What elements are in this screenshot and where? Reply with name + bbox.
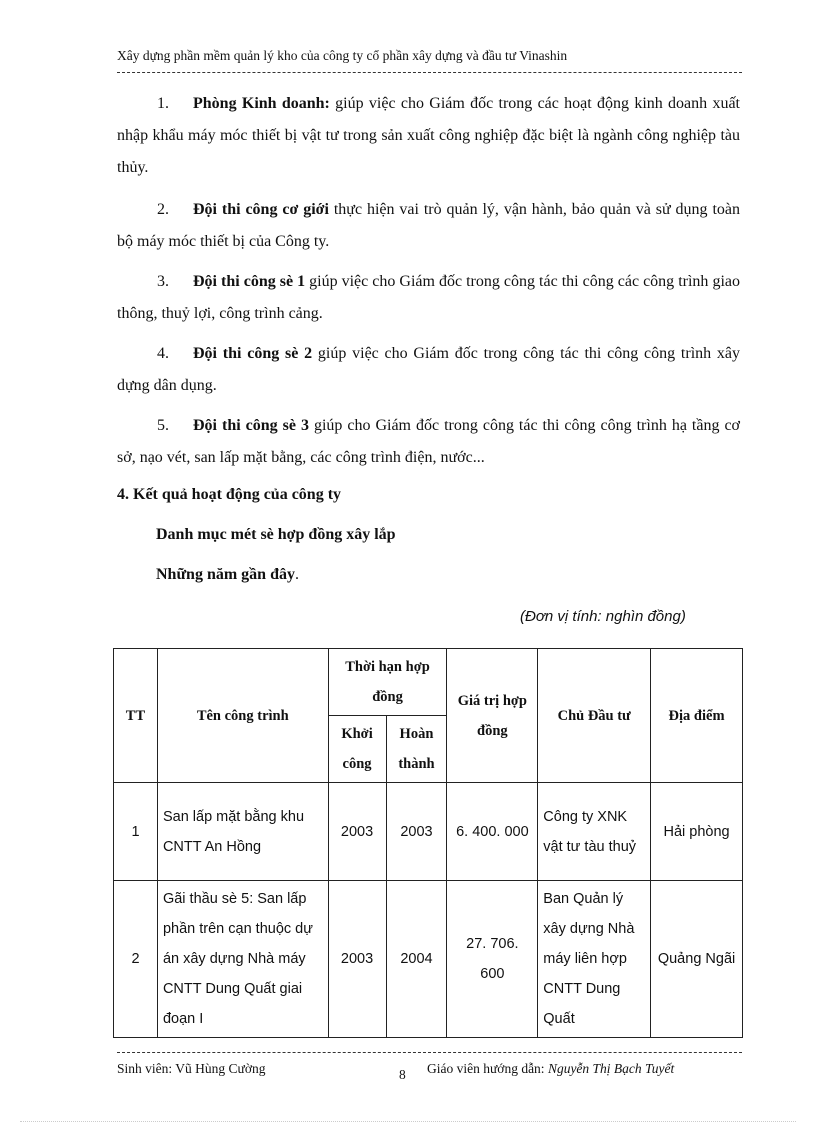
cell-start: 2003 xyxy=(328,783,386,881)
table-row xyxy=(114,783,743,881)
table-header-row xyxy=(114,649,743,716)
section-subheading-2 xyxy=(156,566,299,584)
item-text: giúp việc cho Giám đốc trong công tác thi công công trình xây dựng dân dụng. xyxy=(117,345,741,394)
col-header-tt: TT xyxy=(114,649,158,783)
footer-student: Sinh viên: Vũ Hùng Cường xyxy=(117,1061,266,1076)
item-title: Đội thi công sè 3 xyxy=(193,417,309,434)
cell-tt: 2 xyxy=(114,881,158,1038)
page-number: 8 xyxy=(399,1067,406,1082)
item-number: 2. xyxy=(157,201,169,218)
item-number: 1. xyxy=(157,95,169,112)
col-header-end: Hoàn thành xyxy=(386,716,447,783)
header-title: Xây dựng phần mềm quản lý kho của công ty cổ phần xây dựng và đầu tư Vinashin xyxy=(117,48,568,63)
cell-location: Quảng Ngãi xyxy=(651,881,743,1038)
item-number: 3. xyxy=(157,273,169,290)
col-header-location: Địa điểm xyxy=(651,649,743,783)
item-title: Phòng Kinh doanh: xyxy=(193,95,330,112)
cell-start: 2003 xyxy=(328,881,386,1038)
item-text: giúp việc cho Giám đốc trong công tác thi công các công trình giao thông, thuỷ lợi, công trình cảng. xyxy=(117,273,741,322)
cell-value: 6. 400. 000 xyxy=(447,783,538,881)
item-number: 5. xyxy=(157,417,169,434)
paragraph-4 xyxy=(117,338,740,402)
col-header-name: Tên công trình xyxy=(157,649,328,783)
section-heading: 4. Kết quả hoạt động của công ty xyxy=(117,486,342,503)
page-header xyxy=(117,48,742,73)
cell-location: Hải phòng xyxy=(651,783,743,881)
cell-value: 27. 706. 600 xyxy=(447,881,538,1038)
footer-teacher xyxy=(427,1061,674,1077)
teacher-name: Nguyễn Thị Bạch Tuyết xyxy=(547,1061,675,1076)
cell-end: 2003 xyxy=(386,783,447,881)
col-header-value: Giá trị hợp đồng xyxy=(447,649,538,783)
page-footer xyxy=(117,1052,742,1082)
item-title: Đội thi công sè 2 xyxy=(193,345,313,362)
item-number: 4. xyxy=(157,345,169,362)
contracts-table xyxy=(113,648,743,1038)
subheading-text: Những năm gần đây xyxy=(156,566,295,583)
paragraph-5 xyxy=(117,410,740,474)
subheading-period: . xyxy=(294,566,299,583)
item-text: thực hiện vai trò quản lý, vận hành, bảo quản và sử dụng toàn bộ máy móc thiết bị của Công ty. xyxy=(117,201,740,250)
col-header-owner: Chủ Đầu tư xyxy=(538,649,651,783)
section-subheading: Danh mục mét sè hợp đồng xây lắp xyxy=(156,526,396,543)
cell-name: San lấp mặt bằng khu CNTT An Hồng xyxy=(157,783,328,881)
cell-end: 2004 xyxy=(386,881,447,1038)
teacher-label: Giáo viên hướng dẫn: xyxy=(427,1061,545,1076)
col-header-start: Khởi công xyxy=(328,716,386,783)
item-text: giúp cho Giám đốc trong công tác thi công công trình hạ tầng cơ sở, nạo vét, san lấp mặt bằng, các công trình điện, nước... xyxy=(117,417,741,466)
table-row xyxy=(114,881,743,1038)
unit-note: (Đơn vị tính: nghìn đồng) xyxy=(520,608,686,625)
col-header-term: Thời hạn hợp đồng xyxy=(328,649,447,716)
cell-owner: Ban Quản lý xây dựng Nhà máy liên hợp CNTT Dung Quất xyxy=(538,881,651,1038)
paragraph-1 xyxy=(117,88,740,184)
page-edge-divider xyxy=(20,1121,796,1122)
item-text: giúp việc cho Giám đốc trong các hoạt động kinh doanh xuất nhập khẩu máy móc thiết bị vật tư trong sản xuất công nghiệp đặc biệt là ngành công nghiệp tàu thủy. xyxy=(117,95,740,176)
paragraph-3 xyxy=(117,266,740,330)
cell-owner: Công ty XNK vật tư tàu thuỷ xyxy=(538,783,651,881)
item-title: Đội thi công cơ giới xyxy=(193,201,329,218)
paragraph-2 xyxy=(117,194,740,258)
cell-name: Gãi thầu sè 5: San lấp phần trên cạn thuộc dự án xây dựng Nhà máy CNTT Dung Quất giai đoạn I xyxy=(157,881,328,1038)
item-title: Đội thi công sè 1 xyxy=(193,273,306,290)
cell-tt: 1 xyxy=(114,783,158,881)
